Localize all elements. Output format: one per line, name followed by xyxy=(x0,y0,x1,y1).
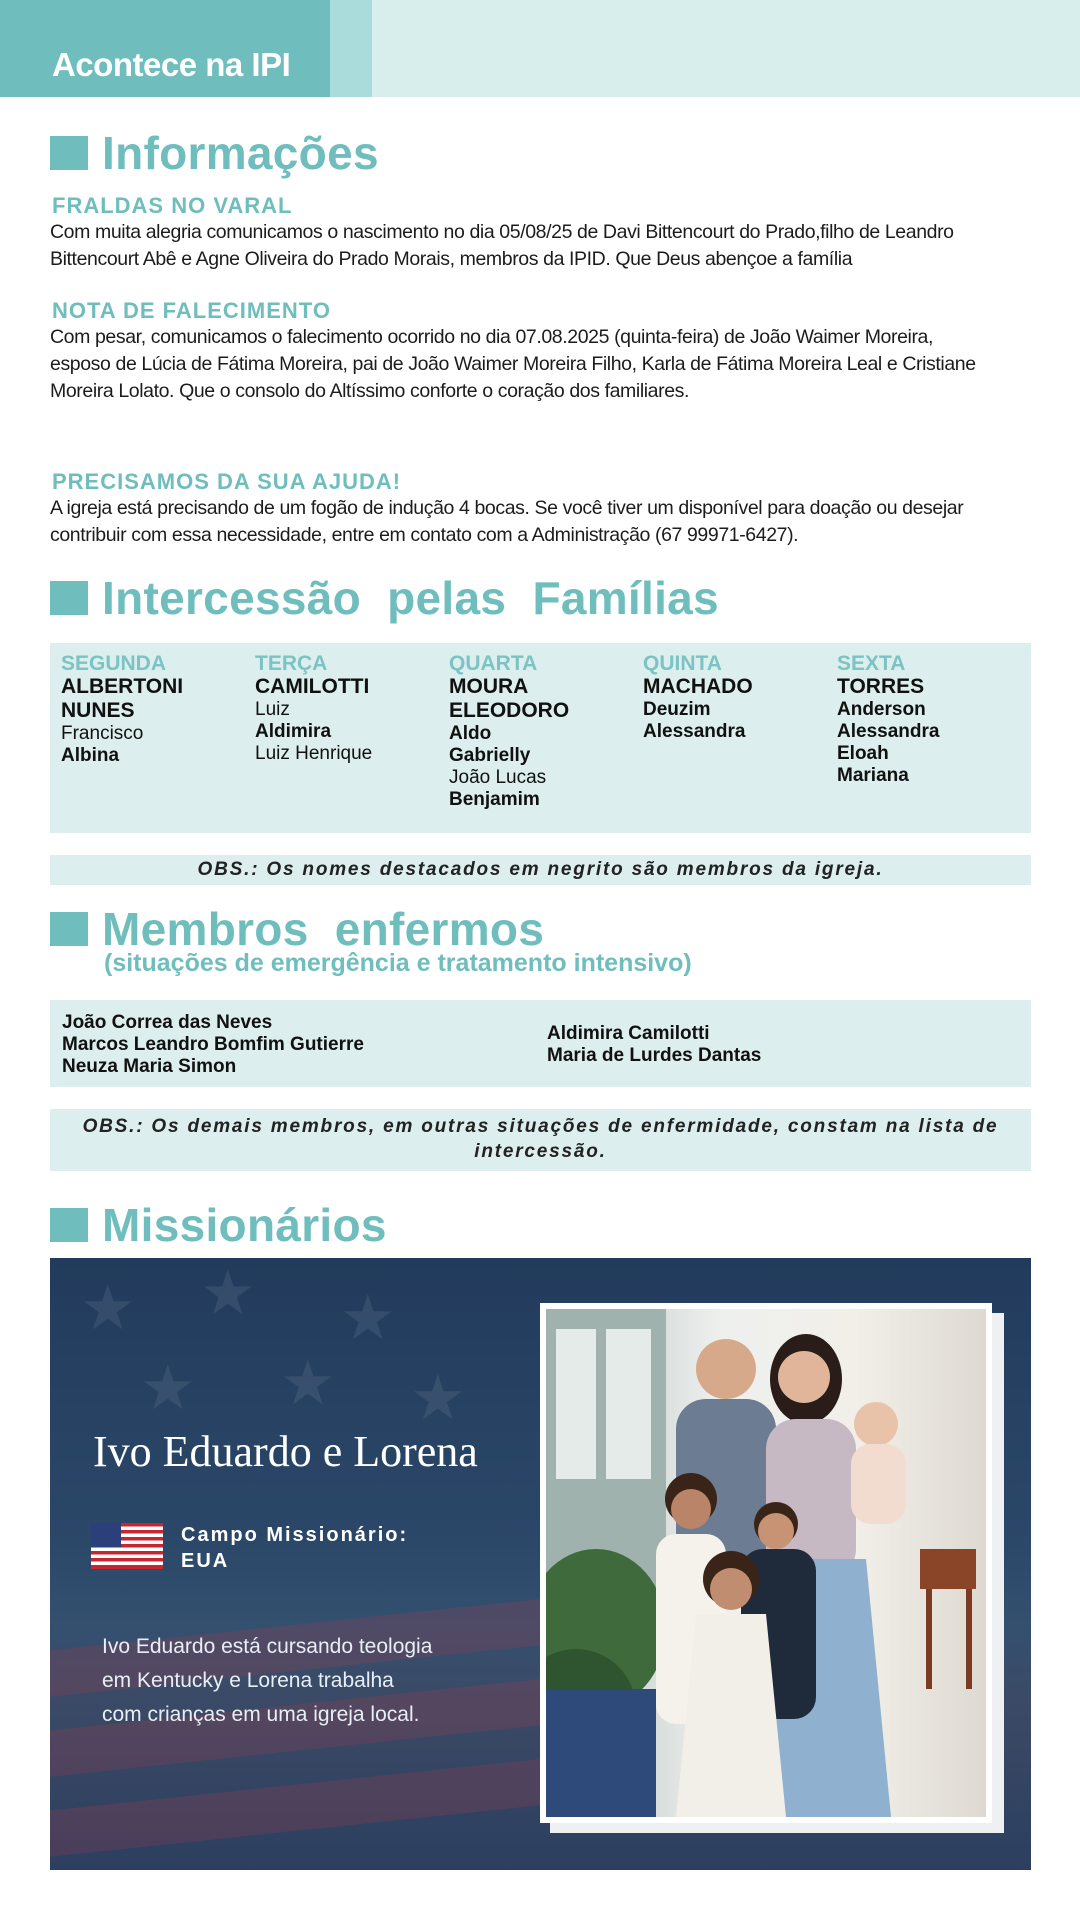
family-member: Luiz xyxy=(255,699,290,720)
family-day: QUINTA xyxy=(643,652,722,675)
family-member: Gabrielly xyxy=(449,745,531,766)
families-section-heading xyxy=(50,571,719,625)
heading-square-icon xyxy=(50,1208,88,1242)
family-surname: NUNES xyxy=(61,699,135,722)
family-column-wednesday xyxy=(449,653,639,811)
header-bar xyxy=(0,0,1080,97)
missionary-field-label: Campo Missionário: xyxy=(181,1524,409,1546)
info-item-line: esposo de Lúcia de Fátima Moreira, pai de João Waimer Moreira Filho, Karla de Fátima Moreira Leal e Cristiane xyxy=(50,353,976,375)
info-item-help xyxy=(50,469,1034,549)
star-icon: ★ xyxy=(340,1284,396,1353)
family-column-friday xyxy=(837,653,1027,787)
info-item-line: Bittencourt Abê e Agne Oliveira do Prado Morais, membros da IPID. Que Deus abençoe a família xyxy=(50,248,853,270)
family-member: Francisco xyxy=(61,723,144,744)
missionary-field-value: EUA xyxy=(181,1550,230,1572)
info-item-obituary xyxy=(50,298,1034,405)
info-item-line: contribuir com essa necessidade, entre em contato com a Administração (67 99971-6427). xyxy=(50,524,799,546)
family-member: Eloah xyxy=(837,743,889,764)
family-surname: MOURA xyxy=(449,675,529,698)
family-day: TERÇA xyxy=(255,652,328,675)
family-member: Aldo xyxy=(449,723,492,744)
family-member: Mariana xyxy=(837,765,909,786)
description-line: em Kentucky e Lorena trabalha xyxy=(102,1669,394,1692)
sick-member: Marcos Leandro Bomfim Gutierre xyxy=(62,1034,364,1055)
family-member: Alessandra xyxy=(643,721,746,742)
missionary-field xyxy=(181,1522,408,1574)
family-surname: CAMILOTTI xyxy=(255,675,370,698)
star-icon: ★ xyxy=(410,1364,466,1433)
family-member: Anderson xyxy=(837,699,926,720)
info-item-line: Com pesar, comunicamos o falecimento ocorrido no dia 07.08.2025 (quinta-feira) de João Waimer Moreira, xyxy=(50,326,934,348)
family-day: QUARTA xyxy=(449,652,538,675)
info-item-line: Moreira Lolato. Que o consolo do Altíssimo conforte o coração dos familiares. xyxy=(50,380,690,402)
info-section-heading xyxy=(50,126,379,180)
missionaries-section-heading xyxy=(50,1198,387,1252)
description-line: com crianças em uma igreja local. xyxy=(102,1703,420,1726)
sick-obs-note xyxy=(50,1109,1031,1171)
info-item-births xyxy=(50,193,1034,273)
families-obs-note: OBS.: Os nomes destacados em negrito são membros da igreja. xyxy=(50,855,1031,885)
family-surname: TORRES xyxy=(837,675,925,698)
heading-square-icon xyxy=(50,136,88,170)
sick-heading: Membros enfermos xyxy=(102,903,545,955)
family-photo-image xyxy=(540,1303,992,1823)
header-title: Acontece na IPI xyxy=(52,46,291,83)
family-day: SEXTA xyxy=(837,652,906,675)
family-surname: MACHADO xyxy=(643,675,753,698)
family-member: João Lucas xyxy=(449,767,547,788)
sick-list-right xyxy=(547,1023,761,1067)
info-item-title: PRECISAMOS DA SUA AJUDA! xyxy=(52,469,402,494)
family-member: Alessandra xyxy=(837,721,940,742)
heading-square-icon xyxy=(50,581,88,615)
sick-members-box xyxy=(50,1000,1031,1087)
sick-member: Maria de Lurdes Dantas xyxy=(547,1045,762,1066)
star-icon: ★ xyxy=(200,1259,256,1328)
family-member: Luiz Henrique xyxy=(255,743,373,764)
missionary-name: Ivo Eduardo e Lorena xyxy=(93,1427,478,1476)
sick-member: Neuza Maria Simon xyxy=(62,1056,237,1077)
family-member: Benjamim xyxy=(449,789,540,810)
sick-subheading: (situações de emergência e tratamento intensivo) xyxy=(104,949,692,977)
sick-member: Aldimira Camilotti xyxy=(547,1023,710,1044)
missionary-description xyxy=(102,1630,502,1732)
info-heading: Informações xyxy=(102,127,379,179)
family-column-thursday xyxy=(643,653,833,743)
family-day: SEGUNDA xyxy=(61,652,167,675)
family-column-tuesday xyxy=(255,653,445,765)
sick-obs-line: OBS.: Os demais membros, em outras situações de enfermidade, constam na lista de xyxy=(82,1116,999,1137)
star-icon: ★ xyxy=(80,1274,136,1343)
missionaries-heading: Missionários xyxy=(102,1199,387,1251)
sick-obs-line: intercessão. xyxy=(474,1141,607,1162)
family-photo xyxy=(540,1303,1002,1835)
info-item-title: FRALDAS NO VARAL xyxy=(52,193,293,218)
usa-flag-icon xyxy=(91,1523,163,1569)
star-icon: ★ xyxy=(140,1354,196,1423)
families-table xyxy=(50,643,1031,833)
info-item-title: NOTA DE FALECIMENTO xyxy=(52,298,331,323)
family-member: Deuzim xyxy=(643,699,711,720)
sick-list-left xyxy=(62,1012,364,1078)
families-heading: Intercessão pelas Famílias xyxy=(102,572,719,624)
heading-square-icon xyxy=(50,912,88,946)
info-item-line: A igreja está precisando de um fogão de indução 4 bocas. Se você tiver um disponível para doação ou desejar xyxy=(50,497,964,519)
sick-member: João Correa das Neves xyxy=(62,1012,273,1033)
family-member: Albina xyxy=(61,745,120,766)
family-surname: ELEODORO xyxy=(449,699,570,722)
header-bg-mid xyxy=(330,0,372,97)
family-column-monday xyxy=(61,653,251,767)
sick-section-heading xyxy=(50,902,544,956)
missionary-panel xyxy=(50,1258,1031,1870)
family-illustration xyxy=(546,1309,986,1817)
family-surname: ALBERTONI xyxy=(61,675,184,698)
description-line: Ivo Eduardo está cursando teologia xyxy=(102,1635,433,1658)
star-icon: ★ xyxy=(280,1349,336,1418)
info-item-line: Com muita alegria comunicamos o nascimento no dia 05/08/25 de Davi Bittencourt do Prado,filho de Leandro xyxy=(50,221,954,243)
family-member: Aldimira xyxy=(255,721,332,742)
